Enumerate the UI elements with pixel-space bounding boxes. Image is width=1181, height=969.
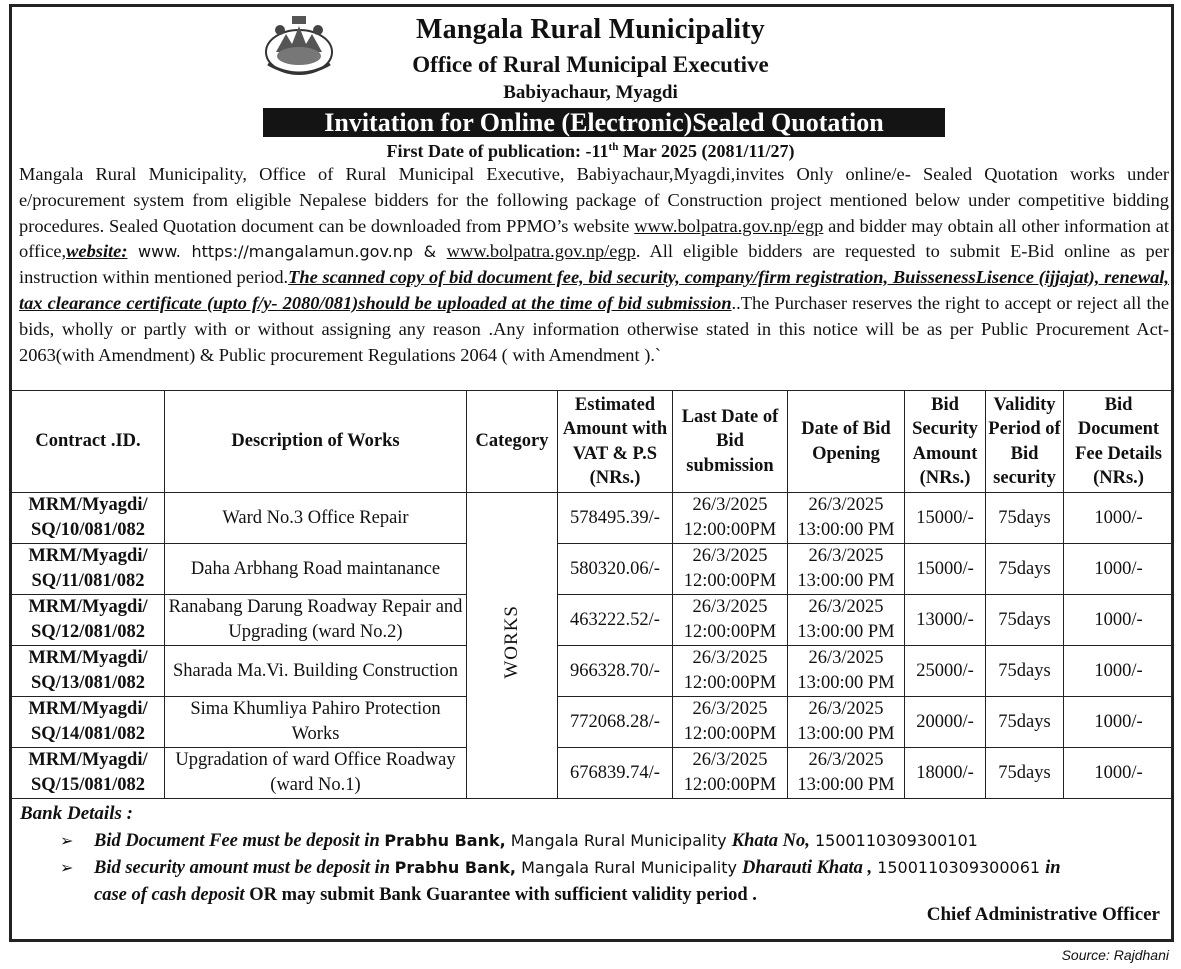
office-location: Babiyachaur, Myagdi [503, 82, 678, 103]
validity-period: 75days [986, 646, 1064, 697]
col-header: Estimated Amount with VAT & P.S (NRs.) [558, 391, 673, 493]
col-header: Description of Works [165, 391, 467, 493]
opening-date: 26/3/2025 13:00:00 PM [788, 697, 905, 748]
publication-date: First Date of publication: -11th Mar 2025 (2081/11/27) [386, 141, 795, 161]
opening-date: 26/3/2025 13:00:00 PM [788, 748, 905, 799]
document-fee: 1000/- [1064, 493, 1174, 544]
table-row [12, 595, 1174, 646]
office-name: Office of Rural Municipal Executive [412, 52, 769, 77]
work-description: Upgradation of ward Office Roadway (ward No.1) [165, 748, 467, 799]
document-fee: 1000/- [1064, 697, 1174, 748]
security-amount: 25000/- [905, 646, 986, 697]
security-amount: 15000/- [905, 544, 986, 595]
document-fee: 1000/- [1064, 748, 1174, 799]
opening-date: 26/3/2025 13:00:00 PM [788, 595, 905, 646]
work-description: Ward No.3 Office Repair [165, 493, 467, 544]
validity-period: 75days [986, 748, 1064, 799]
validity-period: 75days [986, 697, 1064, 748]
table-row [12, 646, 1174, 697]
last-date: 26/3/2025 12:00:00PM [673, 544, 788, 595]
bolpatra-link[interactable]: www.bolpatra.gov.np/egp [446, 241, 636, 262]
opening-date: 26/3/2025 13:00:00 PM [788, 493, 905, 544]
estimated-amount: 580320.06/- [558, 544, 673, 595]
notice-paragraph: Mangala Rural Municipality, Office of Rural Municipal Executive, Babiyachaur,Myagdi,invites Only online/e- Sealed Quotation works under e/procurement system from eligible Nepalese bidders for the following package of Construction project mentioned below under competitive bidding procedures. Sealed Quotation document can be downloaded from PPMO’s website www.bolpatra.gov.np/egp and bidder may obtain all other information at office,website: www. https://mangalamun.gov.np & www.bolpatra.gov.np/egp. All eligible bidders are requested to submit E-Bid online as per instruction within mentioned period.The scanned copy of bid document fee, bid security, company/firm registration, BuissenessLisence (ijjajat), renewal, tax clearance certificate (upto f/y- 2080/081)should be uploaded at the time of bid submission..The Purchaser reserves the right to accept or reject all the bids, wholly or partly with or without assigning any reason .Any information otherwise stated in this notice will be as per Public Procurement Act-2063(with Amendment) & Public procurement Regulations 2064 ( with Amendment ).` [19, 164, 1170, 365]
last-date: 26/3/2025 12:00:00PM [673, 493, 788, 544]
document-fee: 1000/- [1064, 595, 1174, 646]
upload-requirements: The scanned copy of bid document fee, bid security, company/firm registration, BuissenessLisence (ijjajat), renewal, tax clearance certificate (upto f/y- 2080/081)should be uploaded at the time of bid submission [19, 267, 1170, 313]
table-header-row [12, 391, 1174, 493]
contract-id: MRM/Myagdi/ SQ/15/081/082 [12, 748, 165, 799]
notice-banner: Invitation for Online (Electronic)Sealed Quotation [263, 108, 945, 137]
col-header: Date of Bid Opening [788, 391, 905, 493]
ppmo-link[interactable]: www.bolpatra.gov.np/egp [634, 215, 824, 236]
document-fee: 1000/- [1064, 544, 1174, 595]
last-date: 26/3/2025 12:00:00PM [673, 595, 788, 646]
contract-id: MRM/Myagdi/ SQ/11/081/082 [12, 544, 165, 595]
table-row [12, 544, 1174, 595]
table-row [12, 697, 1174, 748]
estimated-amount: 966328.70/- [558, 646, 673, 697]
opening-date: 26/3/2025 13:00:00 PM [788, 646, 905, 697]
bank-details-title: Bank Details : [20, 803, 133, 824]
security-amount: 18000/- [905, 748, 986, 799]
security-amount: 15000/- [905, 493, 986, 544]
website-label: website: [66, 241, 128, 262]
col-header: Contract .ID. [12, 391, 165, 493]
source-credit: Source: Rajdhani [1061, 947, 1169, 963]
signatory-title: Chief Administrative Officer [926, 904, 1160, 925]
estimated-amount: 578495.39/- [558, 493, 673, 544]
work-description: Sharada Ma.Vi. Building Construction [165, 646, 467, 697]
last-date: 26/3/2025 12:00:00PM [673, 646, 788, 697]
security-amount: 13000/- [905, 595, 986, 646]
col-header: Validity Period of Bid security [986, 391, 1064, 493]
estimated-amount: 463222.52/- [558, 595, 673, 646]
work-description: Daha Arbhang Road maintanance [165, 544, 467, 595]
validity-period: 75days [986, 493, 1064, 544]
contract-id: MRM/Myagdi/ SQ/12/081/082 [12, 595, 165, 646]
estimated-amount: 772068.28/- [558, 697, 673, 748]
category-cell: WORKS [467, 493, 558, 799]
contract-id: MRM/Myagdi/ SQ/10/081/082 [12, 493, 165, 544]
last-date: 26/3/2025 12:00:00PM [673, 697, 788, 748]
municipality-url[interactable]: www. https://mangalamun.gov.np & [127, 242, 447, 262]
security-amount: 20000/- [905, 697, 986, 748]
org-name: Mangala Rural Municipality [416, 14, 765, 45]
col-header: Last Date of Bid submission [673, 391, 788, 493]
work-description: Ranabang Darung Roadway Repair and Upgrading (ward No.2) [165, 595, 467, 646]
contract-id: MRM/Myagdi/ SQ/14/081/082 [12, 697, 165, 748]
last-date: 26/3/2025 12:00:00PM [673, 748, 788, 799]
contracts-table [11, 390, 1174, 799]
arrowhead-bullet-icon: ➢ [60, 858, 74, 877]
contract-id: MRM/Myagdi/ SQ/13/081/082 [12, 646, 165, 697]
work-description: Sima Khumliya Pahiro Protection Works [165, 697, 467, 748]
opening-date: 26/3/2025 13:00:00 PM [788, 544, 905, 595]
estimated-amount: 676839.74/- [558, 748, 673, 799]
bank-detail-fee: ➢ Bid Document Fee must be deposit in Prabhu Bank, Mangala Rural Municipality Khata No, 1500110309300101 [60, 827, 978, 855]
col-header: Bid Security Amount (NRs.) [905, 391, 986, 493]
table-row [12, 748, 1174, 799]
document-fee: 1000/- [1064, 646, 1174, 697]
arrowhead-bullet-icon: ➢ [60, 831, 74, 850]
table-row [12, 493, 1174, 544]
bank-detail-security: ➢ Bid security amount must be deposit in Prabhu Bank, Mangala Rural Municipality Dharauti Khata , 1500110309300061 in case of cash deposit OR may submit Bank Guarantee with sufficient validity period . [60, 854, 1170, 909]
validity-period: 75days [986, 595, 1064, 646]
col-header: Category [467, 391, 558, 493]
validity-period: 75days [986, 544, 1064, 595]
col-header: Bid Document Fee Details (NRs.) [1064, 391, 1174, 493]
